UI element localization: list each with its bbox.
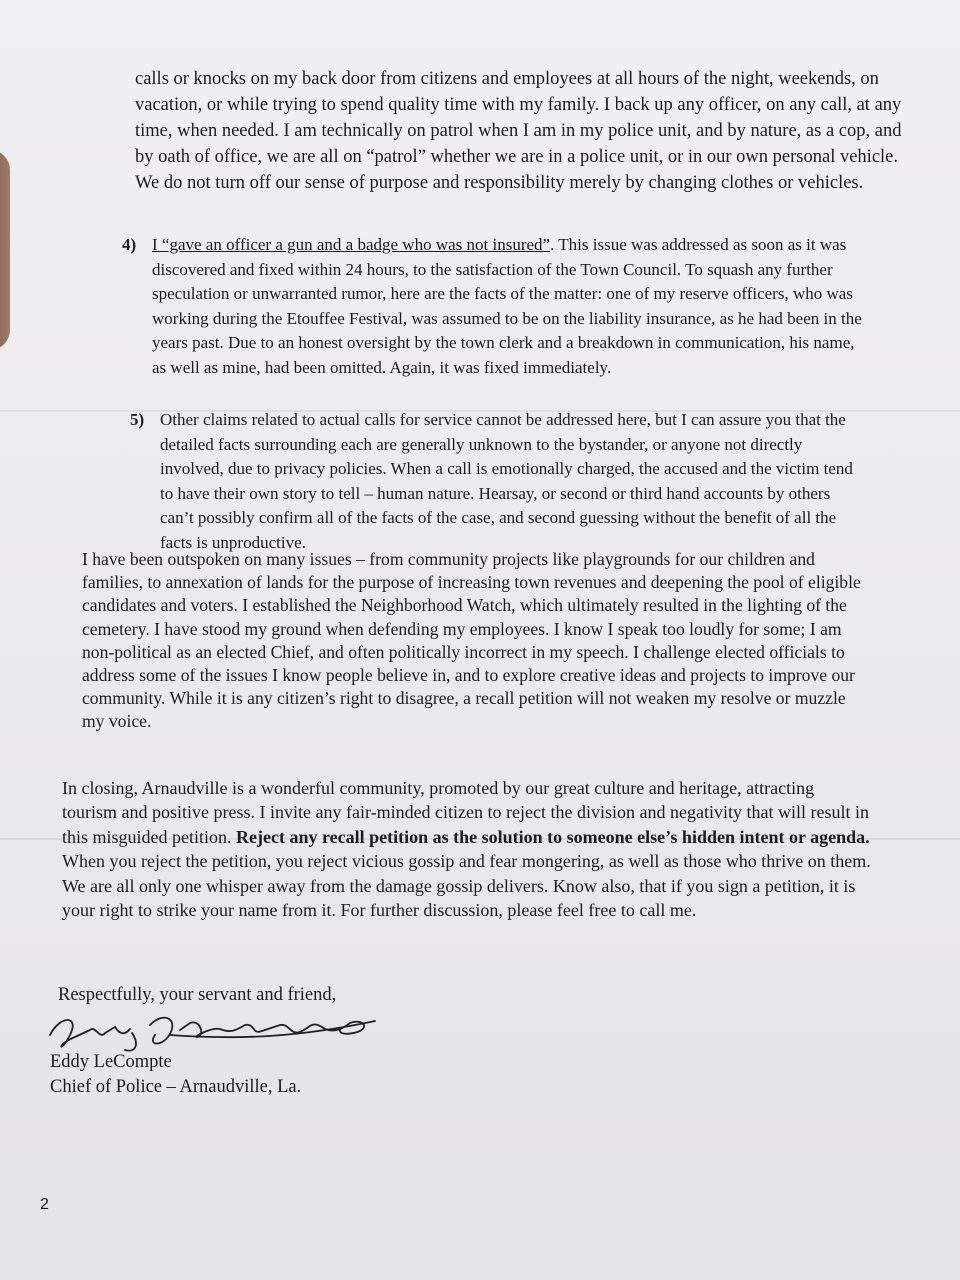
signer-name: Eddy LeCompte <box>50 1052 172 1072</box>
claim-text: I “gave an officer a gun and a badge who was not insured” <box>152 235 551 254</box>
thumb-shadow <box>0 150 10 350</box>
sign-off: Respectfully, your servant and friend, <box>58 985 337 1005</box>
item-text: Other claims related to actual calls for service cannot be addressed here, but I can assure you that the detailed facts surrounding each are generally unknown to the bystander, or anyone not directly involved, due to privacy policies. When a call is emotionally charged, the accused and the victim tend to have their own story to tell – human nature. Hearsay, or second or third hand accounts by others can’t possibly confirm all of the facts of the case, and second guessing without the benefit of all the facts is unproductive. <box>160 410 853 552</box>
closing-text: In closing, Arnaudville is a wonderful community, promoted by our great culture and heritage, attracting tourism and positive press. I invite any fair-minded citizen to reject the division and negativity that will result in this misguided petition. <box>62 778 869 847</box>
list-number: 5) <box>130 410 145 429</box>
signer-block <box>50 1050 550 1100</box>
list-item-4 <box>122 233 872 380</box>
handwritten-signature <box>40 1005 380 1055</box>
page-number: 2 <box>40 1196 49 1213</box>
closing-bold-text: Reject any recall petition as the solution to someone else’s hidden intent or agenda. <box>236 826 870 847</box>
item-text: . This issue was addressed as soon as it was discovered and fixed within 24 hours, to the satisfaction of the Town Council. To squash any further speculation or unwarranted rumor, here are the facts of the matter: one of my reserve officers, who was working during the Etouffee Festival, was assumed to be on the liability insurance, as he had been in the years past. Due to an honest oversight by the town clerk and a breakdown in communication, his name, as well as mine, had been omitted. Again, it was fixed immediately. <box>152 235 862 377</box>
paragraph-closing <box>62 776 872 922</box>
list-item-5 <box>130 408 860 555</box>
closing-text-end: When you reject the petition, you reject vicious gossip and fear mongering, as well as those who thrive on them. We are all only one whisper away from the damage gossip delivers. Know also, that if you sign a petition, it is your right to strike your name from it. For further discussion, please feel free to call me. <box>62 851 871 921</box>
signer-title: Chief of Police – Arnaudville, La. <box>50 1077 302 1097</box>
paragraph-outspoken: I have been outspoken on many issues – from community projects like playgrounds for our children and families, to annexation of lands for the purpose of increasing town revenues and deepening the pool of eligible candidates and voters. I established the Neighborhood Watch, which ultimately resulted in the lighting of the cemetery. I have stood my ground when defending my employees. I know I speak too loudly for some; I am non-political as an elected Chief, and often politically incorrect in my speech. I challenge elected officials to address some of the issues I know people believe in, and to explore creative ideas and projects to improve our community. While it is any citizen’s right to disagree, a recall petition will not weaken my resolve or muzzle my voice. <box>82 549 861 732</box>
paragraph-continued: calls or knocks on my back door from citizens and employees at all hours of the night, weekends, on vacation, or while trying to spend quality time with my family. I back up any officer, on any call, at any time, when needed. I am technically on patrol when I am in my police unit, and by nature, as a cop, and by oath of office, we are all on “patrol” whether we are in a police unit, or in our own personal vehicle. We do not turn off our sense of purpose and responsibility merely by changing clothes or vehicles. <box>135 69 902 193</box>
list-number: 4) <box>122 235 137 254</box>
